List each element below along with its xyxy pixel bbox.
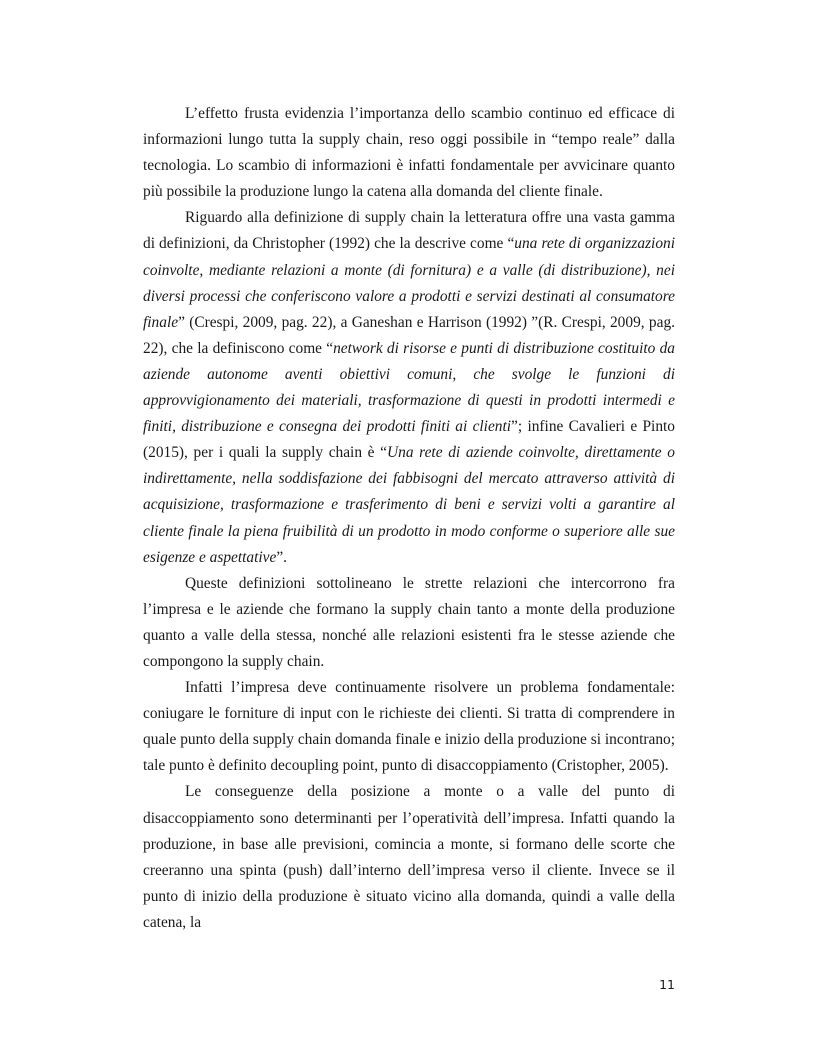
paragraph [143, 675, 675, 779]
italic-quote-text: una rete di organizzazioni coinvolte, mediante relazioni a monte (di fornitura) e a valle (di distribuzione), nei diversi processi che conferiscono valore a prodotti e servizi destinati al consumatore finale [143, 235, 675, 331]
paragraph [143, 571, 675, 675]
paragraph-text: Infatti l’impresa deve continuamente risolvere un problema fondamentale: coniugare le forniture di input con le richieste dei clienti. Si tratta di comprendere in quale punto della supply chain domanda finale e inizio della produzione si incontrano; tale punto è definito decoupling point, punto di disaccoppiamento (Cristopher, 2005). [143, 679, 675, 775]
paragraph [143, 205, 675, 570]
body-text [143, 101, 675, 936]
paragraph-text: L’effetto frusta evidenzia l’importanza dello scambio continuo ed efficace di informazioni lungo tutta la supply chain, reso oggi possibile in “tempo reale” dalla tecnologia. Lo scambio di informazioni è infatti fondamentale per avvicinare quanto più possibile la produzione lungo la catena alla domanda del cliente finale. [143, 105, 675, 201]
paragraph-text: ”. [276, 548, 288, 566]
paragraph [143, 779, 675, 936]
paragraph-text: ” (Crespi, 2009, pag. 22), a Ganeshan e Harrison (1992) ”(R. Crespi, 2009, pag. 22), che la definiscono come “ [143, 313, 675, 357]
italic-quote-text: network di risorse e punti di distribuzione costituito da aziende autonome aventi obiettivi comuni, che svolge le funzioni di approvvigionamento dei materiali, trasformazione di questi in prodotti intermedi e finiti, distribuzione e consegna dei prodotti finiti ai clienti [143, 339, 675, 436]
paragraph-text: Le conseguenze della posizione a monte o a valle del punto di disaccoppiamento sono determinanti per l’operatività dell’impresa. Infatti quando la produzione, in base alle previsioni, comincia a monte, si formano delle scorte che creeranno una spinta (push) dall’interno dell’impresa verso il cliente. Invece se il punto di inizio della produzione è situato vicino alla domanda, quindi a valle della catena, la [143, 783, 675, 931]
paragraph-text: Queste definizioni sottolineano le strette relazioni che intercorrono fra l’impresa e le aziende che formano la supply chain tanto a monte della produzione quanto a valle della stessa, nonché alle relazioni esistenti fra le stesse aziende che compongono la supply chain. [143, 574, 675, 670]
italic-quote-text: Una rete di aziende coinvolte, direttamente o indirettamente, nella soddisfazione dei fabbisogni del mercato attraverso attività di acquisizione, trasformazione e trasferimento di beni e servizi volti a garantire al cliente finale la piena fruibilità di un prodotto in modo conforme o superiore alle sue esigenze e aspettative [143, 444, 675, 566]
paragraph-text: ”; infine Cavalieri e Pinto (2015), per i quali la supply chain è “ [143, 418, 675, 462]
page-number: 11 [659, 977, 675, 992]
paragraph-text: Riguardo alla definizione di supply chain la letteratura offre una vasta gamma di definizioni, da Christopher (1992) che la descrive come “ [143, 209, 675, 253]
paragraph [143, 101, 675, 205]
